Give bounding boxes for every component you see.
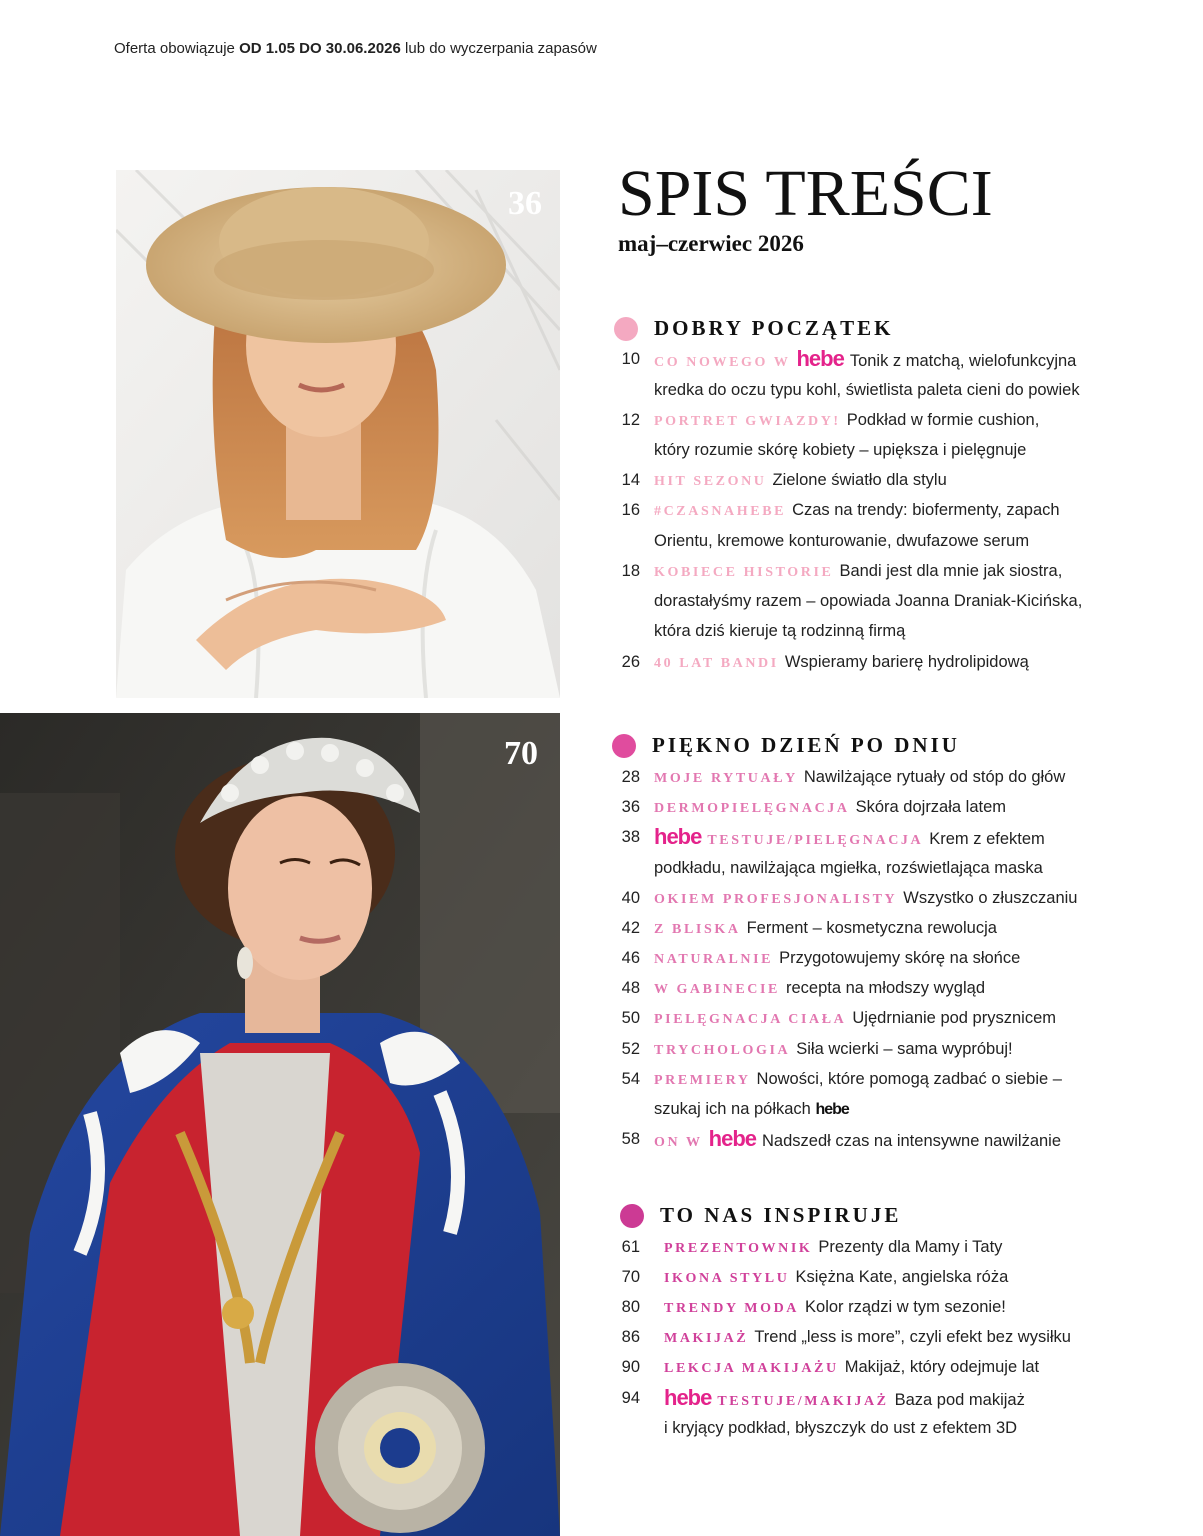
entry-category: DERMOPIELĘGNACJA xyxy=(654,801,850,816)
entry-page: 94 xyxy=(621,1389,640,1407)
entry-text: Kolor rządzi w tym sezonie! xyxy=(805,1298,1006,1316)
entry-continuation: podkładu, nawilżająca mgiełka, rozświetlająca maska xyxy=(654,859,1043,877)
entry-continuation: która dziś kieruje tą rodzinną firmą xyxy=(654,622,906,640)
entry-category: TESTUJE/PIELĘGNACJA xyxy=(707,833,924,848)
entry-text: Prezenty dla Mamy i Taty xyxy=(818,1238,1003,1256)
entry-category: PREMIERY xyxy=(654,1073,751,1088)
entry-category: NATURALNIE xyxy=(654,952,774,967)
entry-page: 40 xyxy=(621,889,640,907)
section-dot-icon xyxy=(614,317,638,341)
entry-text: Krem z efektem xyxy=(929,830,1045,848)
entry-page: 80 xyxy=(621,1298,640,1316)
entry-text: Makijaż, który odejmuje lat xyxy=(844,1358,1040,1376)
section-dot-icon xyxy=(612,734,636,758)
issue-date: maj–czerwiec 2026 xyxy=(618,231,804,256)
section-title: DOBRY POCZĄTEK xyxy=(654,316,894,340)
entry-continuation: kredka do oczu typu kohl, świetlista paleta cieni do powiek xyxy=(654,381,1080,399)
entry-page: 14 xyxy=(621,471,640,489)
hebe-logo: hebe xyxy=(708,1126,757,1151)
entry-category: TRYCHOLOGIA xyxy=(654,1043,791,1058)
entry-category: PREZENTOWNIK xyxy=(664,1241,813,1256)
section-dot-icon xyxy=(620,1204,644,1228)
entry-text: Wspieramy barierę hydrolipidową xyxy=(784,653,1029,671)
entry-category: MAKIJAŻ xyxy=(664,1331,749,1346)
entry-page: 90 xyxy=(621,1358,640,1376)
entry-page: 58 xyxy=(621,1130,640,1148)
entry-text: recepta na młodszy wygląd xyxy=(785,979,985,997)
entry-page: 54 xyxy=(621,1070,640,1088)
entry-page: 46 xyxy=(621,949,640,967)
entry-text: Nowości, które pomogą zadbać o siebie – xyxy=(756,1070,1062,1088)
entry-text: Księżna Kate, angielska róża xyxy=(795,1268,1009,1286)
entry-text: Zielone światło dla stylu xyxy=(772,471,947,489)
entry-category: PIELĘGNACJA CIAŁA xyxy=(654,1012,847,1027)
entry-category: OKIEM PROFESJONALISTY xyxy=(654,892,898,907)
entry-category: 40 LAT BANDI xyxy=(654,656,779,671)
entry-page: 61 xyxy=(621,1238,640,1256)
entry-text: Czas na trendy: biofermenty, zapach xyxy=(792,501,1060,519)
section-dobry-poczatek xyxy=(614,316,893,341)
entry-text: Siła wcierki – sama wypróbuj! xyxy=(796,1040,1013,1058)
entry-text: Tonik z matchą, wielofunkcyjna xyxy=(849,352,1077,370)
entry-category: PORTRET GWIAZDY! xyxy=(654,414,841,429)
entry-page: 26 xyxy=(621,653,640,671)
entry-page: 52 xyxy=(621,1040,640,1058)
entry-category: HIT SEZONU xyxy=(654,474,767,489)
section-to-nas-inspiruje xyxy=(620,1203,901,1228)
entry-continuation: który rozumie skórę kobiety – upiększa i pielęgnuje xyxy=(654,441,1027,459)
entry-page: 70 xyxy=(621,1268,640,1286)
entry-text: Ferment – kosmetyczna rewolucja xyxy=(746,919,997,937)
entry-category: KOBIECE HISTORIE xyxy=(654,565,834,580)
entry-category: LEKCJA MAKIJAŻU xyxy=(664,1361,839,1376)
entry-text: Bandi jest dla mnie jak siostra, xyxy=(839,562,1063,580)
princess-kate-image xyxy=(0,713,560,1536)
entry-continuation: i kryjący podkład, błyszczyk do ust z efektem 3D xyxy=(664,1419,1018,1437)
entry-continuation-text: szukaj ich na półkach xyxy=(654,1100,811,1118)
entry-page: 42 xyxy=(621,919,640,937)
hebe-logo: hebe xyxy=(815,1101,849,1118)
entry-text: Ujędrnianie pod prysznicem xyxy=(852,1009,1056,1027)
entry-text: Wszystko o złuszczaniu xyxy=(903,889,1078,907)
page-number-70: 70 xyxy=(504,735,538,772)
entry-category: MOJE RYTUAŁY xyxy=(654,771,798,786)
page-number-36: 36 xyxy=(508,185,542,222)
entry-continuation: Orientu, kremowe konturowanie, dwufazowe serum xyxy=(654,532,1030,550)
entry-continuation xyxy=(654,1094,855,1125)
entry-text: Baza pod makijaż xyxy=(894,1391,1025,1409)
photo-woman-straw-hat[interactable] xyxy=(116,170,560,698)
offer-note xyxy=(114,40,597,57)
section-title: PIĘKNO DZIEŃ PO DNIU xyxy=(652,733,960,757)
entry-page: 28 xyxy=(621,768,640,786)
hebe-logo: hebe xyxy=(664,1385,712,1410)
entry-page: 50 xyxy=(621,1009,640,1027)
entry-category: W GABINECIE xyxy=(654,982,780,997)
offer-suffix: lub do wyczerpania zapasów xyxy=(405,40,597,57)
entry-page: 38 xyxy=(621,828,640,846)
entry-page: 10 xyxy=(621,350,640,368)
entry-category: CO NOWEGO W xyxy=(654,355,791,370)
entry-text: Skóra dojrzała latem xyxy=(855,798,1007,816)
hebe-logo: hebe xyxy=(654,824,702,849)
offer-prefix: Oferta obowiązuje xyxy=(114,40,235,57)
entry-page: 18 xyxy=(621,562,640,580)
entry-page: 36 xyxy=(621,798,640,816)
offer-dates: OD 1.05 DO 30.06.2026 xyxy=(239,40,401,57)
photo-princess-kate[interactable] xyxy=(0,713,560,1536)
entry-category: TRENDY MODA xyxy=(664,1301,800,1316)
entry-text: Podkład w formie cushion, xyxy=(846,411,1040,429)
section-piekno-dzien-po-dniu xyxy=(612,733,960,758)
hebe-logo: hebe xyxy=(796,346,844,371)
entry-text: Trend „less is more”, czyli efekt bez wysiłku xyxy=(754,1328,1071,1346)
entry-page: 86 xyxy=(621,1328,640,1346)
entry-category: TESTUJE/MAKIJAŻ xyxy=(717,1394,889,1409)
section-title: TO NAS INSPIRUJE xyxy=(660,1203,902,1227)
entry-page: 48 xyxy=(621,979,640,997)
entry-category: ON W xyxy=(654,1135,703,1150)
entry-category: #CZASNAHEBE xyxy=(654,504,787,519)
entry-page: 12 xyxy=(621,411,640,429)
entry-text: Nadszedł czas na intensywne nawilżanie xyxy=(762,1132,1062,1150)
entry-text: Nawilżające rytuały od stóp do głów xyxy=(803,768,1066,786)
woman-straw-hat-image xyxy=(116,170,560,698)
entry-continuation: dorastałyśmy razem – opowiada Joanna Draniak-Kicińska, xyxy=(654,592,1083,610)
entry-text: Przygotowujemy skórę na słońce xyxy=(779,949,1021,967)
entry-page: 16 xyxy=(621,501,640,519)
page-title: SPIS TREŚCI xyxy=(618,157,993,230)
entry-category: IKONA STYLU xyxy=(664,1271,790,1286)
entry-category: Z BLISKA xyxy=(654,922,741,937)
